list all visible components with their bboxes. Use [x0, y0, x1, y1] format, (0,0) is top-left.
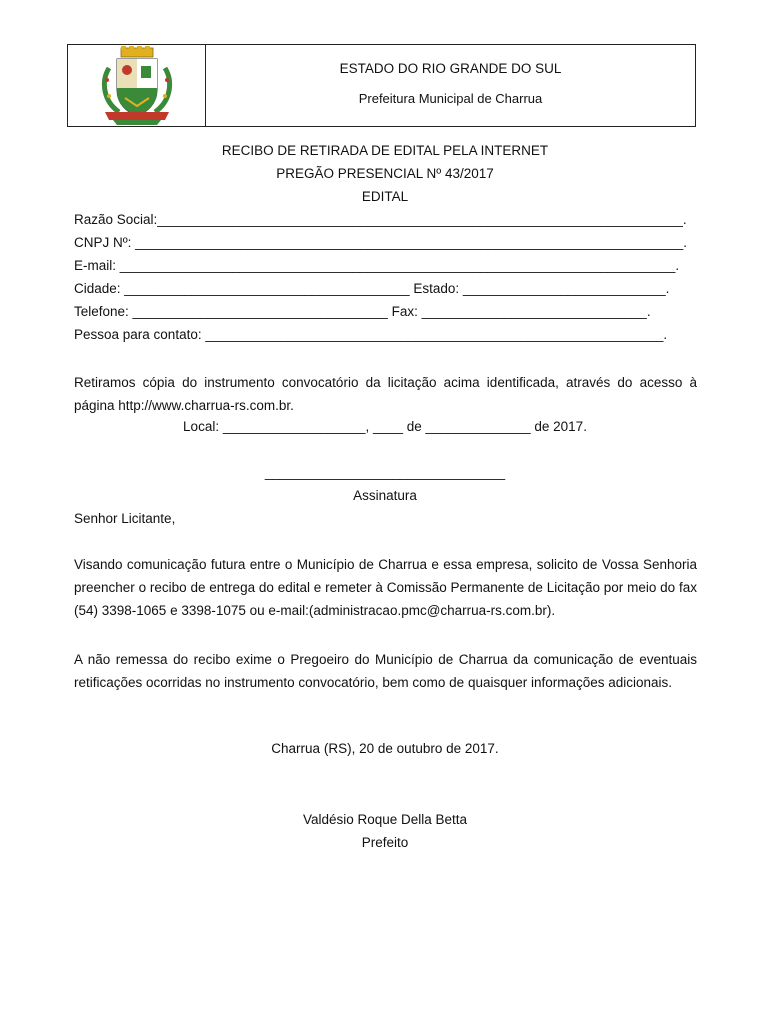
field-cidade-estado: Cidade: ______________________________________ Estado: ___________________________. [74, 281, 670, 296]
prefecture-name: Prefeitura Municipal de Charrua [358, 91, 543, 106]
notice-paragraph: A não remessa do recibo exime o Pregoeiro do Município de Charrua da comunicação de eventuais retificações ocorridas no instrumento convocatório, bem como de quaisquer informações adicionais. [74, 652, 697, 690]
signature-label: Assinatura [353, 488, 417, 503]
letterhead [67, 44, 696, 127]
state-name: ESTADO DO RIO GRANDE DO SUL [339, 61, 562, 76]
field-telefone-fax: Telefone: __________________________________ Fax: ______________________________. [74, 304, 651, 319]
field-razao-social: Razão Social:______________________________________________________________________. [74, 212, 687, 227]
field-contato: Pessoa para contato: _____________________________________________________________. [74, 327, 668, 342]
withdrawal-statement: Retiramos cópia do instrumento convocatório da licitação acima identificada, através do acesso à página http://www.charrua-rs.com.br. [74, 375, 697, 413]
communication-paragraph: Visando comunicação futura entre o Município de Charrua e essa empresa, solicito de Vossa Senhoria preencher o recibo de entrega do edital e remeter à Comissão Permanente de Licitação por meio do fax (54) 3398-1065 e 3398-1075 ou e-mail:(administracao.pmc@charrua-rs.com.br). [74, 557, 697, 618]
issue-date: Charrua (RS), 20 de outubro de 2017. [271, 741, 499, 756]
document-subtitle: EDITAL [361, 189, 409, 204]
field-email: E-mail: __________________________________________________________________________. [74, 258, 680, 273]
document-title: RECIBO DE RETIRADA DE EDITAL PELA INTERNET [221, 143, 549, 158]
field-cnpj: CNPJ Nº: _________________________________________________________________________. [74, 235, 688, 250]
signer-name: Valdésio Roque Della Betta [302, 812, 468, 827]
local-date-line: Local: ___________________, ____ de ______________ de 2017. [183, 419, 587, 434]
municipal-crest-icon [99, 46, 175, 126]
procurement-number: PREGÃO PRESENCIAL Nº 43/2017 [276, 166, 494, 181]
salutation: Senhor Licitante, [74, 511, 176, 526]
signature-line: ________________________________ [264, 465, 506, 480]
signer-role: Prefeito [361, 835, 409, 850]
crest-cell [68, 45, 206, 126]
letterhead-text [206, 45, 695, 126]
